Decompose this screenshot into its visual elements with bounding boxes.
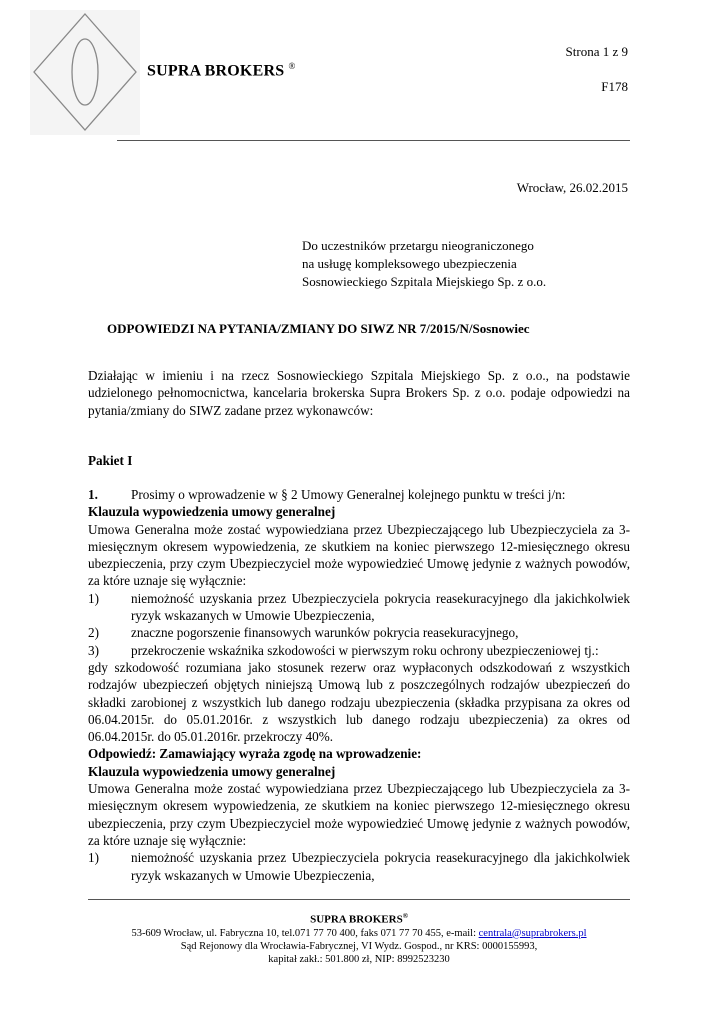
footer-registry: Sąd Rejonowy dla Wrocławia-Fabrycznej, VI Wydz. Gospod., nr KRS: 0000155993, (180, 940, 538, 952)
list-item: 2) znaczne pogorszenie finansowych warunków pokrycia reasekuracyjnego, (88, 625, 519, 641)
addressee-block: Do uczestników przetargu nieograniczonego na usługę kompleksowego ubezpieczenia Sosnowieckiego Szpitala Miejskiego Sp. z o.o. (302, 238, 547, 289)
clause-title: Klauzula wypowiedzenia umowy generalnej (88, 504, 336, 520)
footer-address: 53-609 Wrocław, ul. Fabryczna 10, tel.071 77 70 400, faks 071 77 70 455, e-mail: centrala@suprabrokers.pl (131, 927, 587, 939)
footer-company: SUPRA BROKERS® (310, 912, 408, 926)
list-item: 1) niemożność uzyskania przez Ubezpieczyciela pokrycia reasekuracyjnego dla jakichkolwiek ryzyk wskazanych w Umowie Ubezpieczenia, (88, 590, 630, 624)
section-heading: Pakiet I (88, 453, 133, 468)
question-line: 1. Prosimy o wprowadzenie w § 2 Umowy Generalnej kolejnego punktu w treści j/n: (88, 487, 566, 502)
document-title: ODPOWIEDZI NA PYTANIA/ZMIANY DO SIWZ NR 7/2015/N/Sosnowiec (107, 321, 530, 336)
answer-heading: Odpowiedź: Zamawiający wyraża zgodę na wprowadzenie: (88, 746, 422, 762)
intro-paragraph: Działając w imieniu i na rzecz Sosnowieckiego Szpitala Miejskiego Sp. z o.o., na podstawie udzielonego pełnomocnictwa, kancelaria brokerska Supra Brokers Sp. z o.o. podaje odpowiedzi na pytania/zmiany do SIWZ zadane przez wykonawców: (88, 368, 630, 418)
company-logo (30, 10, 140, 135)
answer-clause-text: Umowa Generalna może zostać wypowiedziana przez Ubezpieczającego lub Ubezpieczyciela za 3-miesięcznym okresem wypowiedzenia, ze skutkiem na koniec pierwszego 12-miesięcznego okresu ubezpieczenia, przy czym Ubezpieczyciel może wypowiedzieć Umowę jedynie z ważnych powodów, za które uznaje się wyłącznie: (88, 781, 630, 848)
footer-divider (88, 899, 630, 900)
logo-diamond-icon (30, 10, 140, 135)
document-code: F178 (601, 79, 628, 94)
footer-email-link[interactable]: centrala@suprabrokers.pl (478, 927, 587, 939)
page-number: Strona 1 z 9 (565, 44, 628, 59)
footer-capital: kapitał zakł.: 501.800 zł, NIP: 8992523230 (268, 953, 450, 965)
document-date: Wrocław, 26.02.2015 (516, 180, 628, 195)
answer-clause-title: Klauzula wypowiedzenia umowy generalnej (88, 763, 336, 779)
clause-tail: gdy szkodowość rozumiana jako stosunek rezerw oraz wypłaconych odszkodowań z wszystkich rodzajów ubezpieczeń objętych niniejszą Umową lub z poszczególnych rodzajów ubezpieczeń do składki zarobionej z wszystkich lub danego rodzaju ubezpieczenia (składka przypisana za okres od 06.04.2015r. do 05.01.2016r. z wszystkich lub danego rodzaju ubezpieczenia) za okres od 06.04.2015r. do 05.01.2016r. przekroczy 40%. (88, 659, 630, 745)
brand-name: SUPRA BROKERS ® (147, 61, 296, 80)
question-1 (88, 486, 630, 884)
header-divider (117, 140, 630, 141)
clause-text: Umowa Generalna może zostać wypowiedziana przez Ubezpieczającego lub Ubezpieczyciela za 3-miesięcznym okresem wypowiedzenia, ze skutkiem na koniec pierwszego 12-miesięcznego okresu ubezpieczenia, przy czym Ubezpieczyciel może wypowiedzieć Umowę jedynie z ważnych powodów, za które uznaje się wyłącznie: (88, 521, 630, 589)
footer (88, 910, 630, 966)
list-item: 1) niemożność uzyskania przez Ubezpieczyciela pokrycia reasekuracyjnego dla jakichkolwiek ryzyk wskazanych w Umowie Ubezpieczenia, (88, 850, 630, 883)
list-item: 3) przekroczenie wskaźnika szkodowości w pierwszym roku ochrony ubezpieczeniowej tj.: (88, 642, 599, 658)
